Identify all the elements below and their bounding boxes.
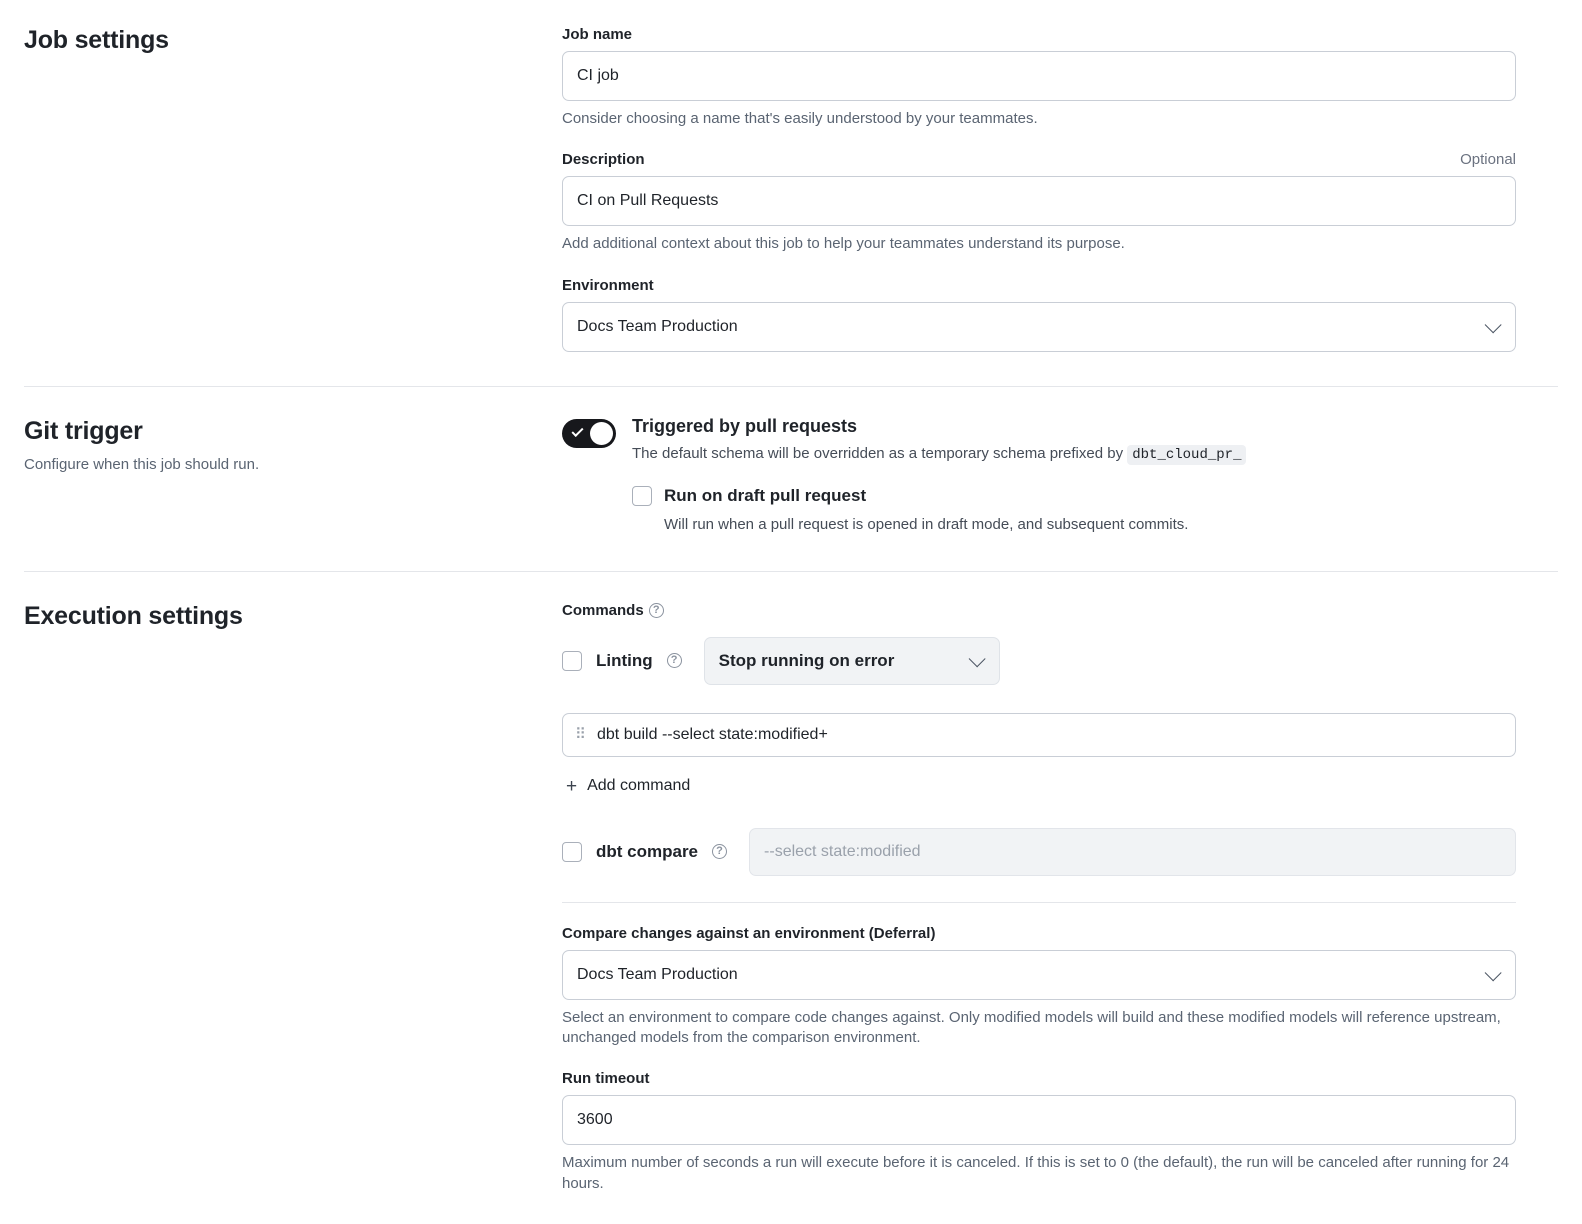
git-trigger-subtitle: Configure when this job should run. <box>24 455 260 473</box>
environment-field <box>562 277 1516 352</box>
run-on-draft-pull-request-row <box>632 486 1516 506</box>
git-trigger-controls <box>562 417 1558 535</box>
draft-pr-block <box>632 486 1516 535</box>
linting-label: Linting <box>596 650 653 670</box>
dbt-compare-input[interactable] <box>749 828 1516 876</box>
add-command-button[interactable] <box>562 775 694 798</box>
check-icon <box>571 424 583 436</box>
run-timeout-label-row <box>562 1070 1516 1087</box>
environment-select[interactable] <box>562 302 1516 352</box>
job-settings-title: Job settings <box>24 26 169 54</box>
commands-label-row <box>562 602 1516 619</box>
run-timeout-label: Run timeout <box>562 1070 650 1088</box>
description-label: Description <box>562 151 645 169</box>
job-name-input[interactable] <box>562 51 1516 101</box>
dbt-compare-row <box>562 828 1516 876</box>
linting-help-circle-icon[interactable]: ? <box>667 653 682 668</box>
linting-checkbox[interactable] <box>562 651 582 671</box>
job-settings-fields <box>562 26 1558 352</box>
environment-label-row <box>562 277 1516 294</box>
deferral-help: Select an environment to compare code changes against. Only modified models will build and these modified models will reference upstream, unchanged models from the comparison environment. <box>562 1008 1501 1047</box>
run-on-draft-pull-request-label: Run on draft pull request <box>664 485 867 505</box>
dbt-compare-help-circle-icon[interactable]: ? <box>712 844 727 859</box>
job-name-label: Job name <box>562 26 633 43</box>
git-trigger-heading-column <box>24 417 562 535</box>
linting-behavior-value: Stop running on error <box>718 650 895 670</box>
deferral-label-row <box>562 925 1516 942</box>
section-job-settings <box>0 0 1582 386</box>
description-field <box>562 151 1516 254</box>
linting-behavior-select[interactable] <box>704 637 1000 685</box>
dbt-compare-label: dbt compare <box>596 841 699 861</box>
add-command-label: Add command <box>587 777 691 795</box>
execution-settings-heading-column <box>24 602 562 1194</box>
schema-override-help-text: The default schema will be overridden as a temporary schema prefixed by <box>632 445 1124 463</box>
chevron-down-icon <box>1485 964 1502 981</box>
environment-selected-value: Docs Team Production <box>577 317 738 335</box>
help-circle-icon[interactable]: ? <box>649 603 664 618</box>
schema-prefix-code: dbt_cloud_pr_ <box>1127 445 1246 465</box>
job-name-label-row <box>562 26 1516 43</box>
description-label-row <box>562 151 1516 168</box>
run-timeout-field <box>562 1070 1516 1194</box>
run-timeout-help: Maximum number of seconds a run will execute before it is canceled. If this is set to 0 (the default), the run will be canceled after running for 24 hours. <box>562 1154 1510 1192</box>
description-optional-tag: Optional <box>1460 151 1516 169</box>
chevron-down-icon <box>1485 316 1502 333</box>
description-help: Add additional context about this job to help your teammates understand its purpose. <box>562 235 1125 253</box>
pull-request-trigger-row <box>562 417 1516 535</box>
run-on-draft-pull-request-checkbox[interactable] <box>632 486 652 506</box>
divider-in-execution-settings <box>562 902 1516 903</box>
run-on-draft-pull-request-help: Will run when a pull request is opened in draft mode, and subsequent commits. <box>664 515 1189 533</box>
chevron-down-icon <box>968 650 985 667</box>
command-text: dbt build --select state:modified+ <box>597 725 828 743</box>
triggered-by-pull-requests-help <box>632 443 1516 466</box>
plus-icon: + <box>566 775 578 797</box>
run-timeout-input[interactable] <box>562 1095 1516 1145</box>
git-trigger-title: Git trigger <box>24 416 143 445</box>
execution-settings-controls <box>562 602 1558 1194</box>
dbt-compare-placeholder: --select state:modified <box>764 842 921 860</box>
triggered-by-pull-requests-toggle[interactable] <box>562 419 616 448</box>
job-name-field <box>562 26 1516 129</box>
triggered-by-pull-requests-label: Triggered by pull requests <box>632 415 858 436</box>
dbt-compare-checkbox[interactable] <box>562 842 582 862</box>
commands-label-text: Commands <box>562 601 644 619</box>
deferral-label: Compare changes against an environment (Deferral) <box>562 924 936 942</box>
deferral-environment-select[interactable] <box>562 950 1516 1000</box>
description-input[interactable] <box>562 176 1516 226</box>
toggle-knob <box>590 422 613 445</box>
section-execution-settings <box>0 572 1582 1224</box>
command-row[interactable] <box>562 713 1516 757</box>
environment-label: Environment <box>562 276 654 294</box>
execution-settings-title: Execution settings <box>24 601 243 630</box>
linting-row <box>562 637 1516 685</box>
job-settings-heading-column <box>24 26 562 352</box>
job-name-help: Consider choosing a name that's easily understood by your teammates. <box>562 110 1038 127</box>
command-list <box>562 713 1516 757</box>
deferral-field <box>562 925 1516 1049</box>
commands-label <box>562 602 664 619</box>
section-git-trigger <box>0 387 1582 571</box>
deferral-environment-value: Docs Team Production <box>577 965 738 983</box>
drag-handle-icon[interactable]: ⠿ <box>575 726 585 744</box>
